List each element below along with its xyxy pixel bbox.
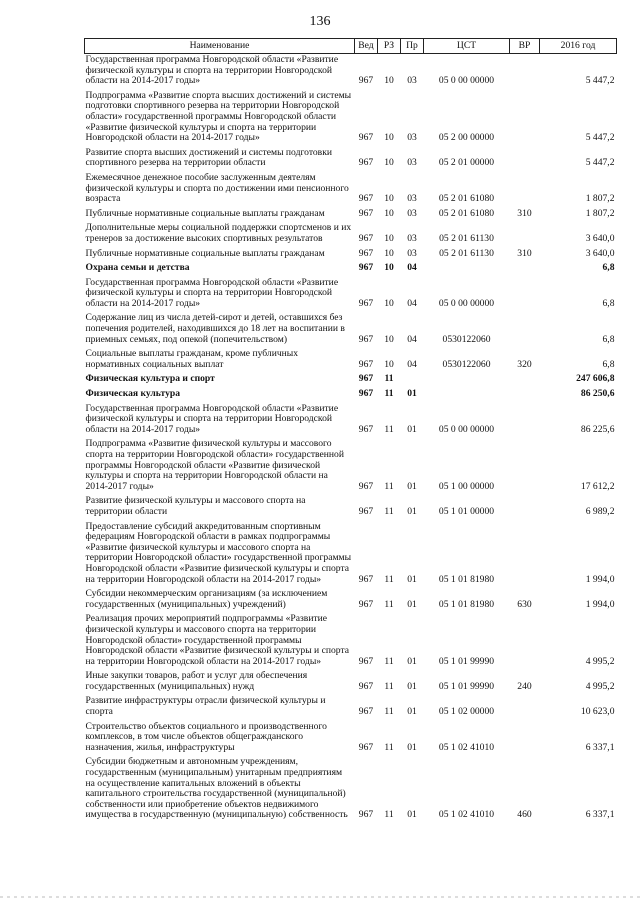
row-pr: [401, 373, 424, 388]
row-name: Субсидии бюджетным и автономным учреждениям, государственным (муниципальным) унитарным предприятиям на осуществление капитальных вложений в объекты капитального строительства государственной (муниципальной) собственности или приобретение объектов недвижимого имущества в государственную (муниципальную) собственность: [85, 756, 348, 821]
row-amount: 5 447,2: [585, 132, 615, 144]
row-amount: 6,8: [602, 358, 615, 370]
row-ved: 967: [358, 573, 374, 585]
table-row: [85, 756, 617, 823]
table-row: [85, 588, 617, 613]
row-ved: 967: [358, 157, 374, 169]
row-vr: [510, 438, 540, 495]
row-amount: 1 807,2: [585, 207, 615, 219]
row-vr: 630: [517, 598, 532, 610]
header-rz: РЗ: [378, 39, 401, 54]
row-name: Содержание лиц из числа детей-сирот и детей, оставшихся без попечения родителей, находившихся до 18 лет на воспитании в приемных семьях, под опекой (попечительством): [85, 312, 345, 345]
row-name: Ежемесячное денежное пособие заслуженным деятелям физической культуры и спорта по достижении ими пенсионного возраста: [85, 171, 349, 205]
row-pr: 03: [407, 232, 417, 244]
row-amount: 10 623,0: [580, 706, 615, 718]
row-amount: 6,8: [602, 333, 615, 345]
row-rz: 10: [384, 262, 394, 274]
row-cst: 05 0 00 00000: [438, 297, 495, 309]
row-vr: [510, 54, 540, 90]
row-pr: 01: [407, 655, 417, 667]
row-ved: 967: [358, 132, 374, 144]
row-rz: 10: [384, 333, 394, 345]
row-name: Физическая культура и спорт: [85, 373, 215, 385]
row-cst: 05 1 01 99990: [438, 680, 495, 692]
row-amount: 4 995,2: [585, 680, 615, 692]
table-row: [85, 312, 617, 348]
row-ved: 967: [358, 232, 374, 244]
row-cst: [424, 373, 510, 388]
table-body: [85, 54, 617, 824]
row-name: Предоставление субсидий аккредитованным спортивным федерациям Новгородской области в рамках подпрограммы «Развитие физической культуры и массового спорта на территории Новгородской области» государственной программы Новгородской области «Развитие физической культуры и спорта на территории Новгородской области на 2014-2017 годы»: [85, 520, 352, 585]
table-row: [85, 171, 617, 207]
table-row: [85, 146, 617, 171]
row-vr: [510, 373, 540, 388]
row-cst: 05 1 02 41010: [438, 741, 495, 753]
row-vr: [510, 495, 540, 520]
table-row: [85, 373, 617, 388]
row-vr: [510, 388, 540, 403]
table-row: [85, 262, 617, 277]
row-vr: [510, 276, 540, 312]
row-amount: 6,8: [602, 262, 615, 274]
row-vr: [510, 613, 540, 670]
row-ved: 967: [358, 388, 374, 400]
row-pr: 03: [407, 247, 417, 259]
row-name: Государственная программа Новгородской области «Развитие физической культуры и спорта на территории Новгородской области на 2014-2017 годы»: [85, 54, 339, 87]
row-vr: [510, 520, 540, 588]
row-rz: 10: [384, 232, 394, 244]
row-rz: 11: [384, 423, 394, 435]
row-pr: 01: [407, 573, 417, 585]
row-name: Иные закупки товаров, работ и услуг для обеспечения государственных (муниципальных) нужд: [85, 670, 308, 692]
row-pr: 04: [407, 297, 417, 309]
row-cst: 05 2 01 61080: [438, 193, 495, 205]
row-cst: 05 1 01 99990: [438, 655, 495, 667]
row-amount: 4 995,2: [585, 655, 615, 667]
row-vr: [510, 222, 540, 247]
row-cst: 05 2 01 61130: [439, 232, 494, 244]
row-amount: 6 989,2: [585, 505, 615, 517]
row-ved: 967: [358, 358, 374, 370]
row-name: Социальные выплаты гражданам, кроме публичных нормативных социальных выплат: [85, 348, 299, 370]
row-cst: 0530122060: [442, 358, 491, 370]
row-rz: 10: [384, 207, 394, 219]
row-pr: 04: [407, 262, 417, 274]
row-vr: [510, 402, 540, 438]
table-row: [85, 495, 617, 520]
row-amount: 1 994,0: [585, 573, 615, 585]
row-name: Охрана семьи и детства: [85, 262, 190, 274]
row-cst: 05 1 01 81980: [438, 598, 495, 610]
row-pr: 03: [407, 75, 417, 87]
row-ved: 967: [358, 297, 374, 309]
row-ved: 967: [358, 741, 374, 753]
row-cst: 05 2 01 61080: [438, 207, 495, 219]
row-cst: 05 2 01 61130: [439, 247, 494, 259]
row-ved: 967: [358, 706, 374, 718]
table-row: [85, 388, 617, 403]
row-cst: 05 1 02 41010: [438, 809, 495, 821]
table-header-row: [85, 39, 617, 54]
row-name: Дополнительные меры социальной поддержки спортсменов и их тренеров за достижение высоких спортивных результатов: [85, 222, 352, 244]
row-pr: 04: [407, 358, 417, 370]
row-cst: [424, 262, 510, 277]
row-vr: 310: [517, 247, 532, 259]
row-vr: 320: [517, 358, 532, 370]
row-pr: 01: [407, 423, 417, 435]
row-ved: 967: [358, 655, 374, 667]
row-cst: 05 1 01 00000: [438, 505, 495, 517]
header-ved: Вед: [355, 39, 378, 54]
table-row: [85, 402, 617, 438]
row-vr: [510, 720, 540, 756]
row-ved: 967: [358, 423, 374, 435]
row-vr: [510, 695, 540, 720]
row-name: Физическая культура: [85, 388, 181, 400]
table-row: [85, 438, 617, 495]
row-name: Публичные нормативные социальные выплаты гражданам: [85, 207, 325, 219]
row-name: Государственная программа Новгородской области «Развитие физической культуры и спорта на территории Новгородской области на 2014-2017 годы»: [85, 276, 339, 309]
row-cst: [424, 388, 510, 403]
row-name: Реализация прочих мероприятий подпрограммы «Развитие физической культуры и массового спорта на территории Новгородской области» государственной программы Новгородской области «Развитие физической культуры и спорта на территории Новгородской области на 2014-2017 годы»: [85, 613, 350, 667]
row-amount: 6,8: [602, 297, 615, 309]
header-cst: ЦСТ: [424, 39, 510, 54]
row-amount: 86 250,6: [580, 388, 615, 400]
row-vr: [510, 262, 540, 277]
row-amount: 17 612,2: [580, 480, 615, 492]
table-row: [85, 520, 617, 588]
row-rz: 11: [384, 655, 394, 667]
row-cst: 0530122060: [442, 333, 491, 345]
row-vr: [510, 312, 540, 348]
row-ved: 967: [358, 598, 374, 610]
row-rz: 10: [384, 358, 394, 370]
row-name: Подпрограмма «Развитие спорта высших достижений и системы подготовки спортивного резерва на территории Новгородской области» государственной программы Новгородской области «Развитие физической культуры и спорта на территории Новгородской области на 2014-2017 годы»: [85, 89, 352, 144]
row-cst: 05 1 02 00000: [438, 706, 495, 718]
row-amount: 6 337,1: [585, 741, 615, 753]
row-rz: 11: [384, 573, 394, 585]
row-pr: 01: [407, 706, 417, 718]
table-row: [85, 348, 617, 373]
row-pr: 01: [407, 680, 417, 692]
row-rz: 10: [384, 132, 394, 144]
row-rz: 11: [384, 505, 394, 517]
row-amount: 1 994,0: [585, 598, 615, 610]
row-ved: 967: [358, 247, 374, 259]
row-vr: 240: [517, 680, 532, 692]
row-vr: [510, 89, 540, 146]
row-pr: 01: [407, 809, 417, 821]
row-pr: 01: [407, 598, 417, 610]
scan-artifact-line: [0, 896, 640, 898]
row-pr: 03: [407, 207, 417, 219]
row-pr: 03: [407, 132, 417, 144]
page-number: 136: [309, 14, 331, 29]
row-ved: 967: [358, 207, 374, 219]
row-name: Субсидии некоммерческим организациям (за исключением государственных (муниципальных) учреждений): [85, 588, 328, 610]
row-ved: 967: [358, 505, 374, 517]
row-rz: 11: [384, 480, 394, 492]
row-name: Развитие инфраструктуры отрасли физической культуры и спорта: [85, 695, 326, 718]
row-cst: 05 2 01 00000: [438, 157, 495, 169]
row-rz: 10: [384, 75, 394, 87]
table-row: [85, 222, 617, 247]
header-name: Наименование: [85, 39, 355, 54]
row-pr: 01: [407, 505, 417, 517]
table-row: [85, 613, 617, 670]
row-ved: 967: [358, 373, 374, 385]
row-rz: 11: [384, 741, 394, 753]
header-vr: ВР: [510, 39, 540, 54]
row-rz: 11: [384, 680, 394, 692]
row-amount: 3 640,0: [585, 247, 615, 259]
row-vr: 310: [517, 207, 532, 219]
row-vr: [510, 146, 540, 171]
row-ved: 967: [358, 262, 374, 274]
row-name: Подпрограмма «Развитие физической культуры и массового спорта на территории Новгородской области» государственной программы Новгородской области «Развитие физической культуры и спорта на территории Новгородской области на 2014-2017 годы»: [85, 438, 344, 492]
row-name: Публичные нормативные социальные выплаты гражданам: [85, 247, 325, 259]
header-pr: Пр: [401, 39, 424, 54]
table-row: [85, 89, 617, 146]
row-name: Строительство объектов социального и производственного комплексов, в том числе объектов общегражданского назначения, жилья, инфраструктуры: [85, 720, 327, 753]
row-ved: 967: [358, 809, 374, 821]
row-amount: 247 606,8: [576, 373, 615, 385]
row-rz: 10: [384, 193, 394, 205]
row-pr: 01: [407, 388, 417, 400]
row-pr: 03: [407, 193, 417, 205]
row-vr: 460: [517, 809, 532, 821]
row-rz: 10: [384, 157, 394, 169]
row-cst: 05 2 00 00000: [438, 132, 495, 144]
row-amount: 3 640,0: [585, 232, 615, 244]
row-rz: 10: [384, 247, 394, 259]
budget-table: [84, 38, 617, 823]
table-row: [85, 247, 617, 262]
row-ved: 967: [358, 480, 374, 492]
table-row: [85, 276, 617, 312]
row-amount: 86 225,6: [580, 423, 615, 435]
row-rz: 10: [384, 297, 394, 309]
row-rz: 11: [384, 706, 394, 718]
row-ved: 967: [358, 75, 374, 87]
row-name: Развитие физической культуры и массового спорта на территории области: [85, 495, 306, 517]
table-row: [85, 695, 617, 720]
row-rz: 11: [384, 388, 394, 400]
row-amount: 1 807,2: [585, 193, 615, 205]
header-amount: 2016 год: [540, 39, 617, 54]
row-vr: [510, 171, 540, 207]
row-ved: 967: [358, 193, 374, 205]
row-amount: 5 447,2: [585, 157, 615, 169]
row-pr: 01: [407, 480, 417, 492]
row-name: Развитие спорта высших достижений и системы подготовки спортивного резерва на территории области: [85, 146, 333, 169]
row-cst: 05 1 00 00000: [438, 480, 495, 492]
table-row: [85, 670, 617, 695]
row-cst: 05 0 00 00000: [438, 75, 495, 87]
row-rz: 11: [384, 598, 394, 610]
row-ved: 967: [358, 333, 374, 345]
row-pr: 03: [407, 157, 417, 169]
row-rz: 11: [384, 373, 394, 385]
row-ved: 967: [358, 680, 374, 692]
row-pr: 01: [407, 741, 417, 753]
row-name: Государственная программа Новгородской области «Развитие физической культуры и спорта на территории Новгородской области на 2014-2017 годы»: [85, 402, 339, 435]
table-row: [85, 54, 617, 90]
row-amount: 5 447,2: [585, 75, 615, 87]
table-row: [85, 207, 617, 222]
row-cst: 05 0 00 00000: [438, 423, 495, 435]
row-amount: 6 337,1: [585, 809, 615, 821]
row-pr: 04: [407, 333, 417, 345]
table-row: [85, 720, 617, 756]
row-cst: 05 1 01 81980: [438, 573, 495, 585]
row-rz: 11: [384, 809, 394, 821]
